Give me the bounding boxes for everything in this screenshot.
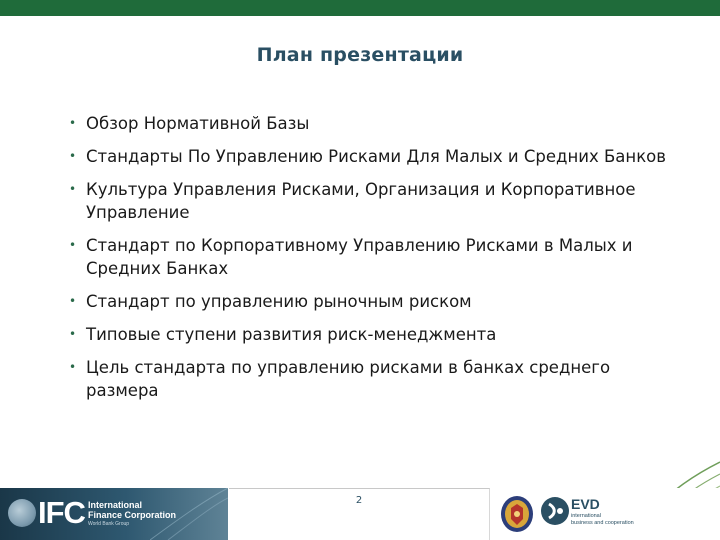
slide-title: План презентации xyxy=(256,44,464,66)
bullet-text: Стандарт по управлению рыночным риском xyxy=(86,292,472,311)
bullet-dot-icon: • xyxy=(69,327,77,341)
bullet-text: Стандарты По Управлению Рисками Для Малых и Средних Банков xyxy=(86,147,666,166)
bullet-text: Стандарт по Корпоративному Управлению Рисками в Малых и Средних Банках xyxy=(86,236,633,278)
page-number-box xyxy=(229,488,490,540)
bullet-dot-icon: • xyxy=(69,238,77,252)
bullet-item xyxy=(66,178,686,224)
coat-of-arms-icon xyxy=(500,495,534,533)
ifc-logo-subtitle: World Bank Group xyxy=(88,521,130,527)
bullet-dot-icon: • xyxy=(69,116,77,130)
bullet-text: Обзор Нормативной Базы xyxy=(86,114,310,133)
evd-logo-text: EVD xyxy=(571,496,600,512)
bullet-dot-icon: • xyxy=(69,149,77,163)
footer xyxy=(0,488,720,540)
evd-sub-line2: business and cooperation xyxy=(571,519,634,526)
bullet-text: Типовые ступени развития риск-менеджмента xyxy=(86,325,497,344)
bullet-list xyxy=(66,112,686,412)
evd-logo-icon xyxy=(540,496,570,526)
bullet-dot-icon: • xyxy=(69,360,77,374)
ifc-logo-mark: IFC xyxy=(38,495,85,530)
bullet-item xyxy=(66,323,686,346)
bullet-item xyxy=(66,234,686,280)
bullet-text: Цель стандарта по управлению рисками в банках среднего размера xyxy=(86,358,611,400)
globe-icon xyxy=(8,499,36,527)
page-number: 2 xyxy=(355,495,363,506)
evd-logo-subtitle xyxy=(571,513,634,526)
ifc-name-line2: Finance Corporation xyxy=(88,510,177,520)
top-accent-bar xyxy=(0,0,720,16)
evd-sub-line1: international xyxy=(571,513,601,519)
bullet-text: Культура Управления Рисками, Организация и Корпоративное Управление xyxy=(86,180,636,222)
ifc-logo-panel xyxy=(0,488,228,540)
bullet-item xyxy=(66,356,686,402)
bullet-item xyxy=(66,112,686,135)
bullet-dot-icon: • xyxy=(69,182,77,196)
bullet-item xyxy=(66,290,686,313)
swoosh-icon xyxy=(150,488,228,540)
bullet-dot-icon: • xyxy=(69,294,77,308)
ifc-name-line1: International xyxy=(88,500,143,510)
bullet-item xyxy=(66,145,686,168)
